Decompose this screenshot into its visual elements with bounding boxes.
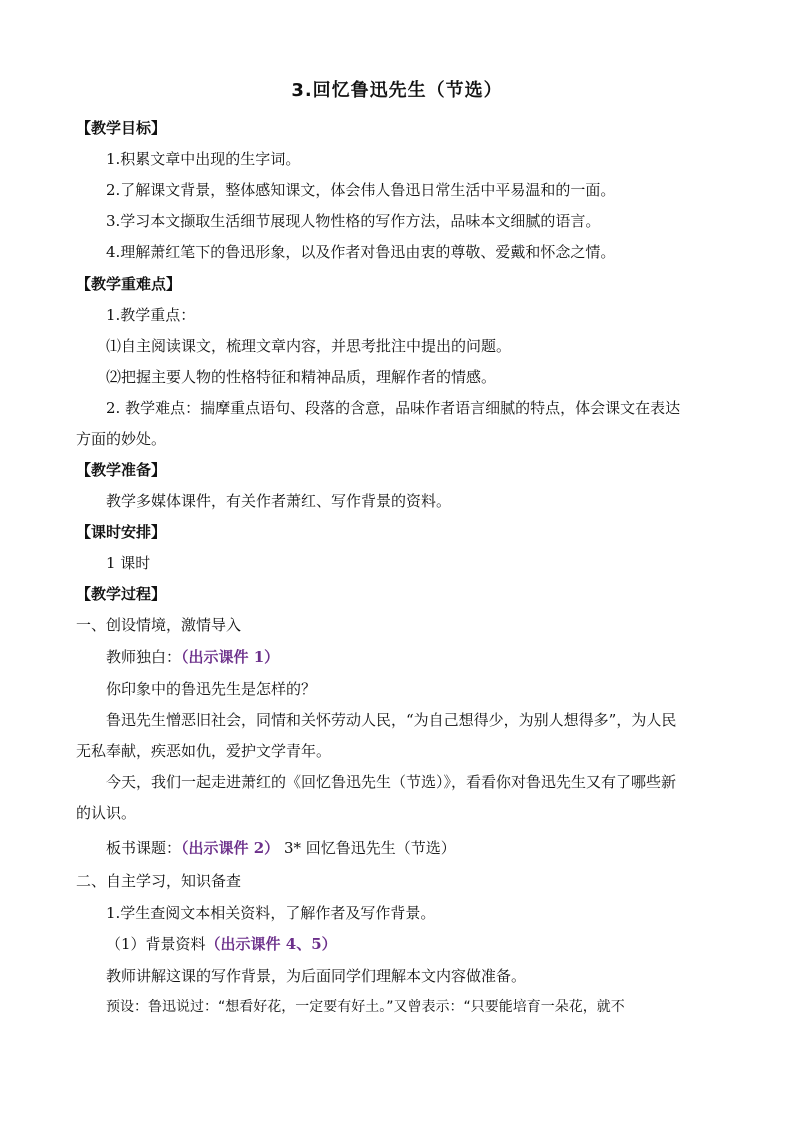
preparation-heading: 【教学准备】 (76, 461, 167, 479)
key-point-1b: ⑵把握主要人物的性格特征和精神品质，理解作者的情感。 (106, 368, 497, 386)
preset-text: 预设：鲁迅说过：“想看好花，一定要有好土。”又曾表示：“只要能培育一朵花，就不 (106, 999, 625, 1015)
key-point-1: 1.教学重点： (106, 306, 196, 324)
document-title: 3.回忆鲁迅先生（节选） (291, 80, 503, 101)
schedule-heading: 【课时安排】 (76, 523, 167, 541)
background-label: （1）背景资料 (106, 935, 206, 953)
key-point-2: 2. 教学难点：揣摩重点语句、段落的含意，品味作者语言细腻的特点，体会课文在表达 (106, 399, 681, 417)
lu-xun-description: 鲁迅先生憎恶旧社会，同情和关怀劳动人民，“为自己想得少，为别人想得多”，为人民 (106, 711, 677, 729)
key-points-heading: 【教学重难点】 (76, 275, 182, 293)
today-text: 今天，我们一起走进萧红的《回忆鲁迅先生（节选）》，看看你对鲁迅先生又有了哪些新 (106, 773, 677, 791)
goal-2: 2.了解课文背景，整体感知课文，体会伟人鲁迅日常生活中平易温和的一面。 (106, 181, 616, 199)
key-point-2-continued: 方面的妙处。 (76, 430, 167, 448)
goals-heading: 【教学目标】 (76, 119, 167, 137)
step-2-heading: 二、自主学习，知识备查 (76, 872, 242, 890)
question-text: 你印象中的鲁迅先生是怎样的？ (106, 680, 317, 698)
today-text-continued: 的认识。 (76, 804, 137, 822)
goal-3: 3.学习本文撷取生活细节展现人物性格的写作方法，品味本文细腻的语言。 (106, 212, 601, 230)
study-item-1: 1.学生查阅文本相关资料，了解作者及写作背景。 (106, 904, 436, 922)
lu-xun-description-continued: 无私奉献，疾恶如仇，爱护文学青年。 (76, 742, 332, 760)
schedule-text: 1 课时 (106, 554, 151, 572)
courseware-tag-1: （出示课件 1） (181, 648, 280, 666)
courseware-tag-2: （出示课件 2） (181, 839, 280, 857)
board-line (106, 838, 456, 858)
goal-4: 4.理解萧红笔下的鲁迅形象，以及作者对鲁迅由衷的尊敬、爱戴和怀念之情。 (106, 243, 616, 261)
teacher-intro-line (106, 647, 279, 667)
step-1-heading: 一、创设情境，激情导入 (76, 616, 242, 634)
teacher-intro-label: 教师独白： (106, 648, 182, 666)
preparation-text: 教学多媒体课件，有关作者萧红、写作背景的资料。 (106, 492, 452, 510)
courseware-tag-3: （出示课件 4、5） (205, 935, 337, 953)
process-heading: 【教学过程】 (76, 585, 167, 603)
goal-1: 1.积累文章中出现的生字词。 (106, 150, 301, 168)
key-point-1a: ⑴自主阅读课文，梳理文章内容，并思考批注中提出的问题。 (106, 337, 512, 355)
background-text: 教师讲解这课的写作背景，为后面同学们理解本文内容做准备。 (106, 967, 527, 985)
board-label: 板书课题： (106, 839, 182, 857)
board-title: 3* 回忆鲁迅先生（节选） (283, 839, 456, 857)
background-line (106, 934, 337, 954)
